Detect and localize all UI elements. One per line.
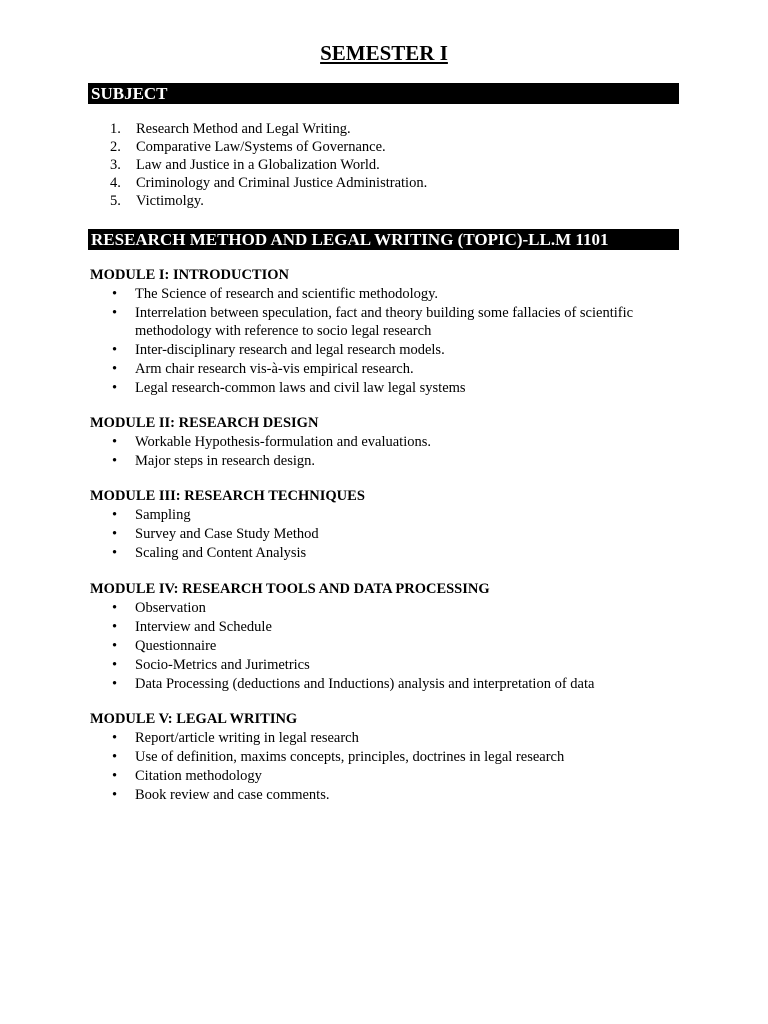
list-item	[110, 138, 427, 156]
list-item: • Survey and Case Study Method	[90, 525, 675, 543]
bullet-list	[90, 433, 690, 470]
list-number: 5.	[110, 193, 121, 209]
list-item: • Questionnaire	[90, 637, 675, 655]
module-heading: MODULE III: RESEARCH TECHNIQUES	[90, 488, 365, 504]
module-research-tools	[90, 580, 690, 693]
list-item: • Sampling	[90, 506, 675, 524]
list-item-text: Victimolgy.	[136, 193, 204, 209]
module-heading: MODULE V: LEGAL WRITING	[90, 711, 298, 727]
list-number: 4.	[110, 175, 121, 191]
list-item: • Book review and case comments.	[90, 786, 675, 804]
topic-heading: RESEARCH METHOD AND LEGAL WRITING (TOPIC)-LL.M 1101	[88, 229, 679, 250]
list-item: • Workable Hypothesis-formulation and evaluations.	[90, 433, 675, 451]
list-item: • Observation	[90, 599, 675, 617]
module-research-techniques	[90, 487, 690, 562]
list-item: • Legal research-common laws and civil law legal systems	[90, 379, 675, 397]
list-item: • Use of definition, maxims concepts, principles, doctrines in legal research	[90, 748, 675, 766]
subject-list	[110, 120, 427, 210]
module-heading: MODULE II: RESEARCH DESIGN	[90, 415, 319, 431]
module-introduction	[90, 266, 690, 397]
list-item	[110, 156, 427, 174]
list-item: • Interrelation between speculation, fact and theory building some fallacies of scientific methodology with reference to socio legal research	[90, 304, 675, 340]
bullet-list	[90, 599, 690, 693]
list-item: • Citation methodology	[90, 767, 675, 785]
module-legal-writing	[90, 710, 690, 804]
list-number: 2.	[110, 139, 121, 155]
list-item: • Interview and Schedule	[90, 618, 675, 636]
list-item: • Socio-Metrics and Jurimetrics	[90, 656, 675, 674]
list-item: • Arm chair research vis-à-vis empirical research.	[90, 360, 675, 378]
list-item: • Scaling and Content Analysis	[90, 544, 675, 562]
list-item: • Inter-disciplinary research and legal research models.	[90, 341, 675, 359]
list-item	[110, 192, 427, 210]
subject-heading: SUBJECT	[88, 83, 679, 104]
list-item: • Report/article writing in legal research	[90, 729, 675, 747]
list-item-text: Research Method and Legal Writing.	[136, 121, 351, 137]
list-item-text: Law and Justice in a Globalization World.	[136, 157, 380, 173]
list-item: • The Science of research and scientific methodology.	[90, 285, 675, 303]
bullet-list	[90, 285, 690, 397]
bullet-list	[90, 506, 690, 562]
list-item	[110, 174, 427, 192]
list-number: 1.	[110, 121, 121, 137]
list-number: 3.	[110, 157, 121, 173]
list-item-text: Comparative Law/Systems of Governance.	[136, 139, 386, 155]
page-title: SEMESTER I	[320, 41, 448, 65]
module-heading: MODULE I: INTRODUCTION	[90, 267, 289, 283]
module-heading: MODULE IV: RESEARCH TOOLS AND DATA PROCESSING	[90, 581, 490, 597]
list-item: • Major steps in research design.	[90, 452, 675, 470]
module-research-design	[90, 414, 690, 470]
list-item: • Data Processing (deductions and Inductions) analysis and interpretation of data	[90, 675, 675, 693]
bullet-list	[90, 729, 690, 804]
list-item	[110, 120, 427, 138]
list-item-text: Criminology and Criminal Justice Administration.	[136, 175, 428, 191]
